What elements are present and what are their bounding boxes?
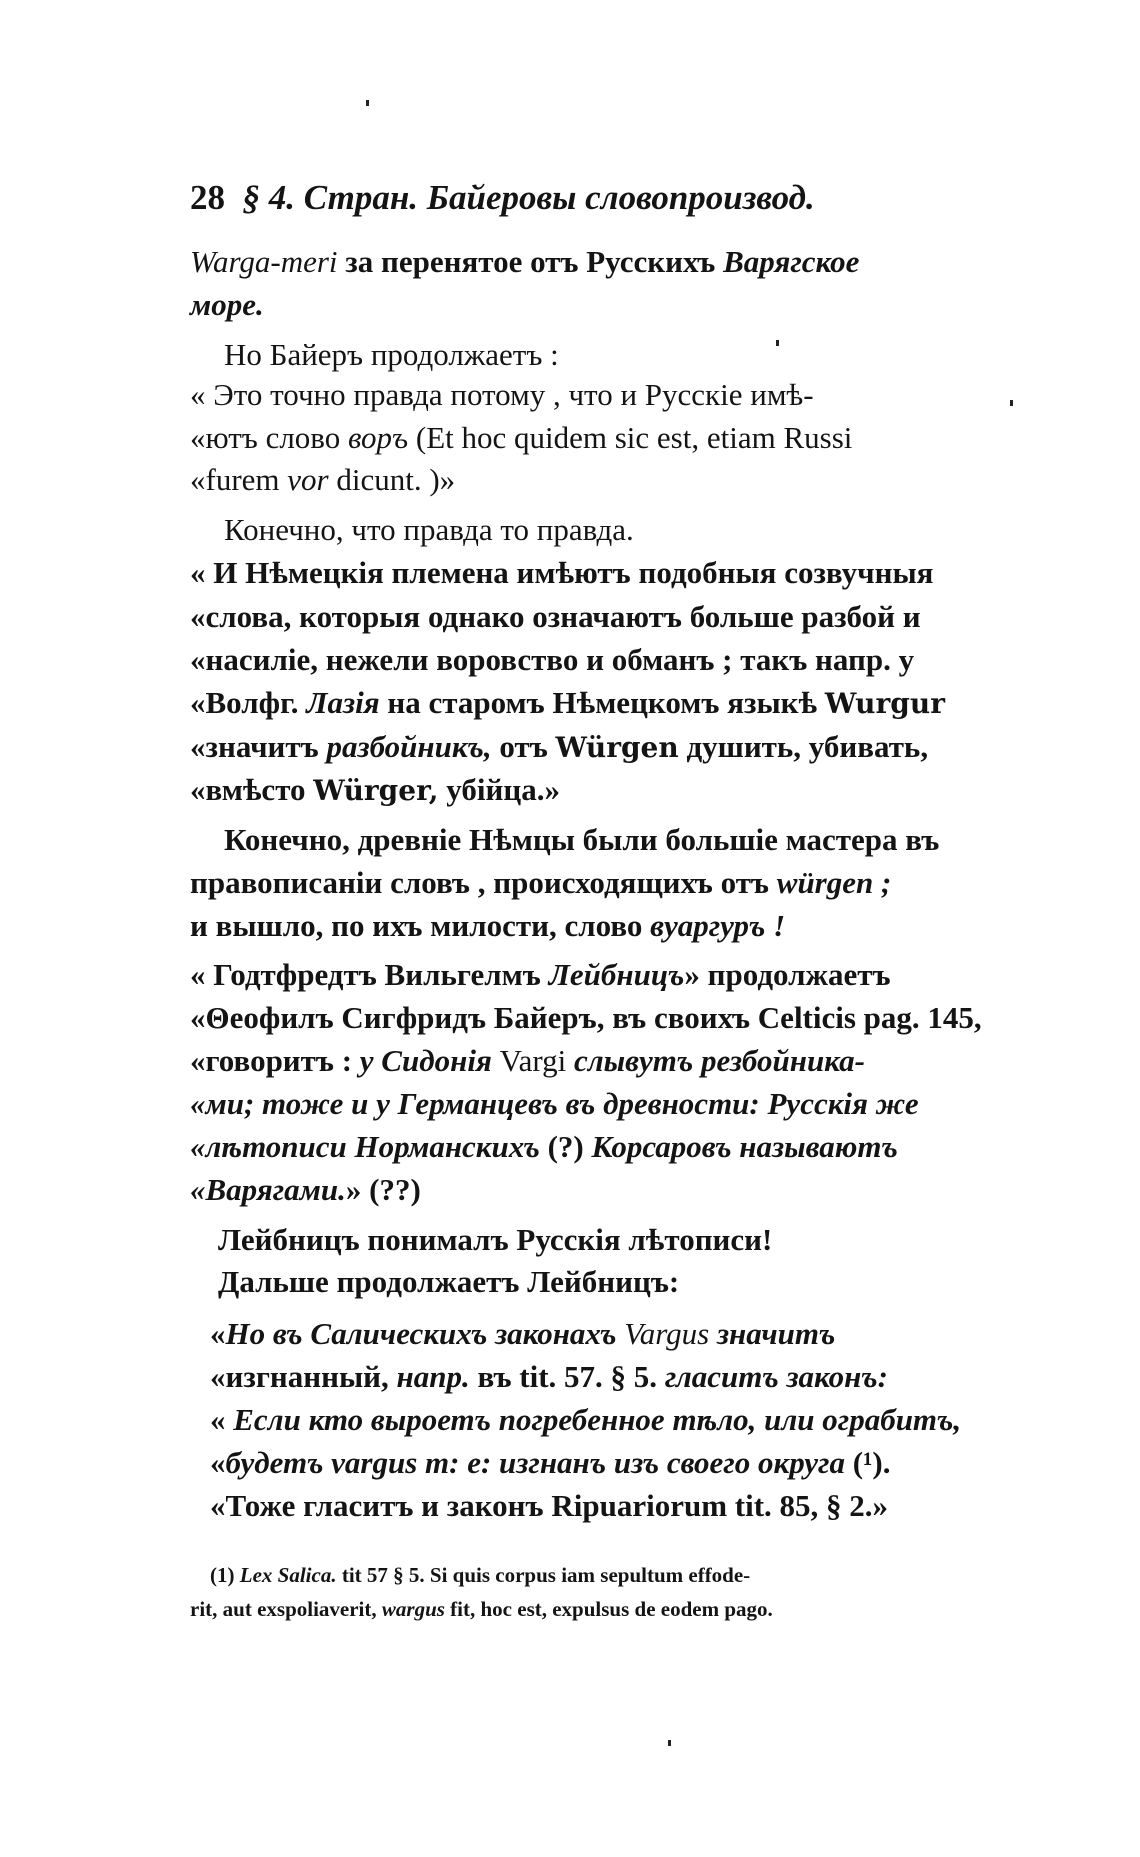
- text-line: Но Байеръ продолжаетъ :: [224, 337, 559, 372]
- page-number: 28: [190, 178, 225, 217]
- text-line: Конечно, древніе Нѣмцы были большіе мастера въ: [224, 822, 940, 857]
- text-line: Дальше продолжаетъ Лейбницъ:: [218, 1264, 680, 1299]
- text-line: «Волфг. Лазія на старомъ Нѣмецкомъ языкѣ Wurgur: [190, 685, 945, 720]
- text-line: «насиліе, нежели воровство и обманъ ; такъ напр. у: [190, 642, 915, 677]
- text-line: Конечно, что правда то правда.: [224, 512, 634, 547]
- scan-speck: [776, 340, 779, 346]
- running-head-title: § 4. Стран. Байеровы словопроизвод.: [242, 178, 815, 217]
- text-line: Warga-meri за перенятое отъ Русскихъ Варягское: [190, 244, 860, 279]
- text-line: «будетъ vargus т: е: изгнанъ изъ своего округа (¹).: [210, 1445, 891, 1480]
- text-line: правописаніи словъ , происходящихъ отъ würgen ;: [190, 865, 892, 900]
- text-line: «лѣтописи Норманскихъ (?) Корсаровъ называютъ: [190, 1129, 898, 1164]
- scan-speck: [1010, 400, 1013, 406]
- text-line: «ми; тоже и у Германцевъ въ древности: Русскія же: [190, 1086, 919, 1121]
- text-line: «Но въ Салическихъ законахъ Vargus значитъ: [210, 1316, 836, 1351]
- text-line: «Θеофилъ Сигфридъ Байеръ, въ своихъ Celticis pag. 145,: [190, 1000, 982, 1035]
- footnote-line: rit, aut exspoliaverit, wargus fit, hoc est, expulsus de eodem pago.: [190, 1597, 773, 1621]
- text-line: «слова, которыя однако означаютъ больше разбой и: [190, 599, 921, 634]
- scan-speck: [668, 1740, 671, 1746]
- text-line: «Варягами.» (??): [190, 1172, 421, 1207]
- running-header: [190, 176, 815, 220]
- text-line: «значитъ разбойникъ, отъ Würgen душить, убивать,: [190, 729, 929, 764]
- text-line: «вмѣсто Würger, убійца.»: [190, 772, 560, 807]
- text-line: «говоритъ : у Сидонія Vargi слывутъ резбойника-: [190, 1043, 865, 1078]
- text-line: «furem vor dicunt. )»: [190, 462, 456, 497]
- text-line: «Тоже гласитъ и законъ Ripuariorum tit. 85, § 2.»: [210, 1488, 889, 1523]
- text-line: « Это точно правда потому , что и Русскіе имѣ-: [190, 377, 814, 412]
- text-line: « И Нѣмецкія племена имѣютъ подобныя созвучныя: [190, 555, 934, 590]
- text-line: Лейбницъ понималъ Русскія лѣтописи!: [218, 1222, 773, 1257]
- text-line: « Годтфредтъ Вильгелмъ Лейбницъ» продолжаетъ: [190, 957, 891, 992]
- scan-speck: [366, 100, 369, 106]
- footnote-line: (1) Lex Salica. tit 57 § 5. Si quis corpus iam sepultum effode-: [210, 1563, 751, 1587]
- text-line: «изгнанный, напр. въ tit. 57. § 5. гласитъ законъ:: [210, 1359, 888, 1394]
- text-line: и вышло, по ихъ милости, слово вуаргуръ !: [190, 908, 786, 943]
- text-line: « Если кто выроетъ погребенное тѣло, или ограбитъ,: [210, 1402, 962, 1437]
- text-line: «ютъ слово воръ (Et hoc quidem sic est, etiam Russi: [190, 420, 853, 455]
- text-line: море.: [190, 287, 264, 322]
